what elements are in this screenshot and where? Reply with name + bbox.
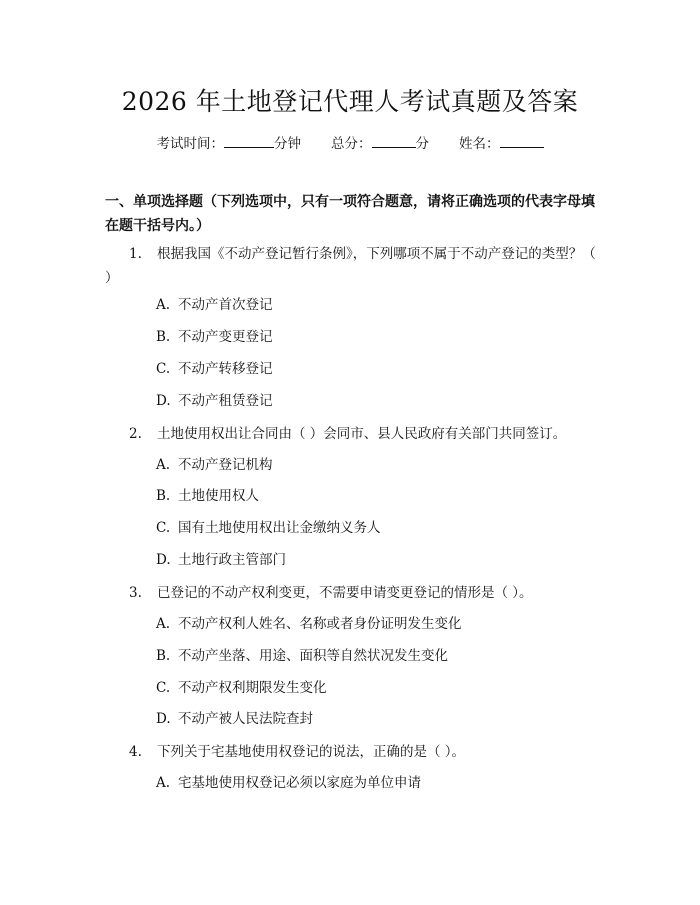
option-text: 不动产权利期限发生变化 [178,680,327,696]
question-4 [105,740,605,764]
question-text: 土地使用权出让合同由（ ）会同市、县人民政府有关部门共同签订。 [157,426,567,442]
question-2-option-d [156,550,286,570]
question-3-option-a [156,614,462,634]
question-text: 根据我国《不动产登记暂行条例》，下列哪项不属于不动产登记的类型？（ ） [105,246,596,286]
option-text: 不动产首次登记 [178,297,273,313]
option-letter: A. [156,297,171,313]
name-blank [500,135,544,148]
option-letter: D. [156,711,171,727]
option-letter: C. [156,361,171,377]
option-letter: B. [156,488,171,504]
option-letter: B. [156,648,171,664]
exam-info-row [0,132,700,152]
question-3-option-c [156,678,327,698]
question-number: 3. [129,585,142,601]
question-2 [105,422,605,446]
question-2-option-b [156,486,259,506]
total-score-unit: 分 [415,136,429,152]
question-2-option-a [156,455,273,475]
total-score-label: 总分： [331,136,372,152]
total-score-blank [372,135,416,148]
question-text: 已登记的不动产权利变更，不需要申请变更登记的情形是（ ）。 [157,585,533,601]
question-1-option-d [156,391,273,411]
option-text: 不动产权利人姓名、名称或者身份证明发生变化 [178,616,462,632]
option-text: 不动产坐落、用途、面积等自然状况发生变化 [178,648,448,664]
question-1-option-a [156,295,273,315]
question-4-option-a [156,773,421,793]
name-field [459,132,544,152]
total-score-field [331,132,429,152]
exam-time-field [157,132,302,152]
option-text: 宅基地使用权登记必须以家庭为单位申请 [178,775,421,791]
question-3 [105,581,605,605]
option-text: 土地使用权人 [178,488,259,504]
exam-time-blank [224,135,274,148]
option-letter: C. [156,680,171,696]
option-letter: A. [156,616,171,632]
option-text: 土地行政主管部门 [178,552,286,568]
exam-time-unit: 分钟 [274,136,301,152]
option-letter: B. [156,329,171,345]
option-letter: A. [156,775,171,791]
question-number: 1. [129,246,142,262]
option-text: 不动产转移登记 [178,361,273,377]
option-text: 不动产变更登记 [178,329,273,345]
question-2-option-c [156,518,381,538]
question-1 [105,242,605,290]
question-3-option-b [156,646,448,666]
option-letter: D. [156,393,171,409]
question-number: 2. [129,426,142,442]
name-label: 姓名： [459,136,500,152]
page-title: 2026 年土地登记代理人考试真题及答案 [121,87,579,116]
question-3-option-d [156,709,313,729]
question-number: 4. [129,744,142,760]
exam-time-label: 考试时间： [156,136,224,152]
option-letter: C. [156,520,171,536]
option-letter: A. [156,457,171,473]
option-text: 不动产租赁登记 [178,393,273,409]
question-text: 下列关于宅基地使用权登记的说法，正确的是（ ）。 [157,744,466,760]
option-text: 不动产登记机构 [178,457,273,473]
question-1-option-b [156,327,273,347]
option-text: 不动产被人民法院查封 [178,711,313,727]
option-text: 国有土地使用权出让金缴纳义务人 [178,520,381,536]
question-1-option-c [156,359,273,379]
option-letter: D. [156,552,171,568]
section-heading: 一、单项选择题（下列选项中，只有一项符合题意，请将正确选项的代表字母填在题干括号内。） [105,194,595,234]
